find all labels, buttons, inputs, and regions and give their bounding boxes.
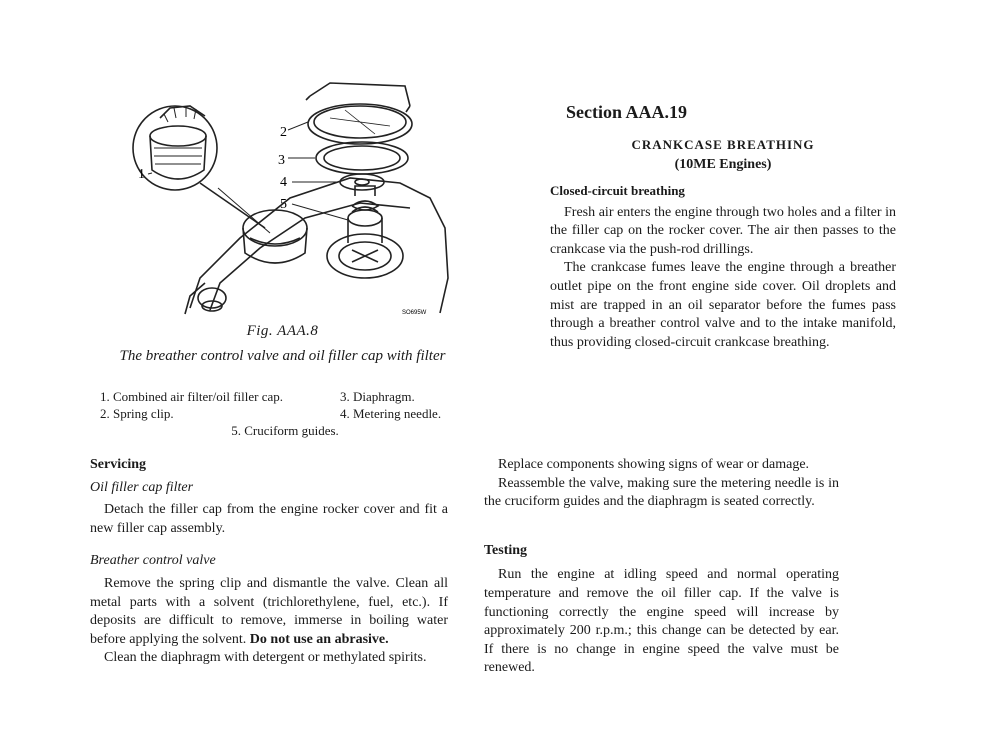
section-heading: CRANKCASE BREATHING	[631, 137, 815, 152]
legend-item-2: 2. Spring clip.	[100, 406, 174, 421]
section-subheading: (10ME Engines)	[674, 157, 772, 172]
closed-circuit-title: Closed-circuit breathing	[550, 183, 685, 198]
section-title: Section AAA.19	[566, 102, 687, 122]
testing-title: Testing	[484, 542, 528, 558]
figure-caption: The breather control valve and oil filler cap with filter	[119, 348, 446, 364]
legend-item-3: 3. Diaphragm.	[340, 389, 415, 404]
figure-label: Fig. AAA.8	[246, 323, 319, 339]
paragraph: Clean the diaphragm with detergent or methylated spirits.	[104, 650, 427, 666]
legend-row	[100, 405, 470, 422]
paragraph: Replace components showing signs of wear or damage.	[498, 457, 810, 472]
paragraph: Run the engine at idling speed and normal operating temperature and remove the oil filler cap. If the valve is functioning correctly the engine speed will increase by approximately 200 r.p.m.; this change can be detected by ear. If there is no change in engine speed the valve must be renewed.	[484, 567, 839, 676]
paragraph: The crankcase fumes leave the engine through a breather outlet pipe on the front engine side cover. Oil droplets and mist are trapped in an oil separator before the fumes pass through a breather control valve and to the intake manifold, thus providing closed-circuit crankcase breathing.	[550, 260, 896, 350]
paragraph: Detach the filler cap from the engine rocker cover and fit a new filler cap assembly.	[90, 502, 448, 536]
legend-item-1: 1. Combined air filter/oil filler cap.	[100, 389, 284, 404]
servicing-column	[90, 456, 448, 668]
legend-item-5: 5. Cruciform guides.	[231, 423, 339, 438]
callout-4: 4	[280, 175, 287, 190]
breather-valve-title: Breather control valve	[90, 553, 216, 569]
breather-valve-drawing	[130, 78, 460, 318]
paragraph: Fresh air enters the engine through two holes and a filter in the filler cap on the rocker cover. The air then passes to the crankcase via the push-rod drillings.	[550, 204, 896, 257]
servicing-title: Servicing	[90, 457, 146, 472]
right-column	[484, 456, 839, 678]
callout-2: 2	[280, 125, 287, 140]
callout-5: 5	[280, 197, 287, 212]
callout-3: 3	[278, 153, 285, 168]
callout-1: 1	[138, 167, 145, 182]
figure-illustration	[130, 78, 460, 318]
abrasive-warning: Do not use an abrasive.	[249, 631, 389, 647]
oil-filter-title: Oil filler cap filter	[90, 479, 194, 495]
legend-item-4: 4. Metering needle.	[340, 406, 442, 421]
breather-text: Remove the spring clip and dismantle the valve. Clean all metal parts with a solvent (trichlorethylene, fuel, etc.). If deposits are difficult to remove, immerse in boiling water before applying the solvent.	[90, 575, 448, 647]
paragraph: Reassemble the valve, making sure the metering needle is in the cruciform guides and the diaphragm is seated correctly.	[484, 475, 839, 510]
paragraph	[90, 575, 448, 649]
legend-row	[100, 422, 470, 439]
figure-legend	[100, 388, 470, 439]
figure-stamp: SO695W	[402, 310, 427, 316]
legend-row	[100, 388, 470, 405]
closed-circuit-block	[550, 182, 896, 352]
